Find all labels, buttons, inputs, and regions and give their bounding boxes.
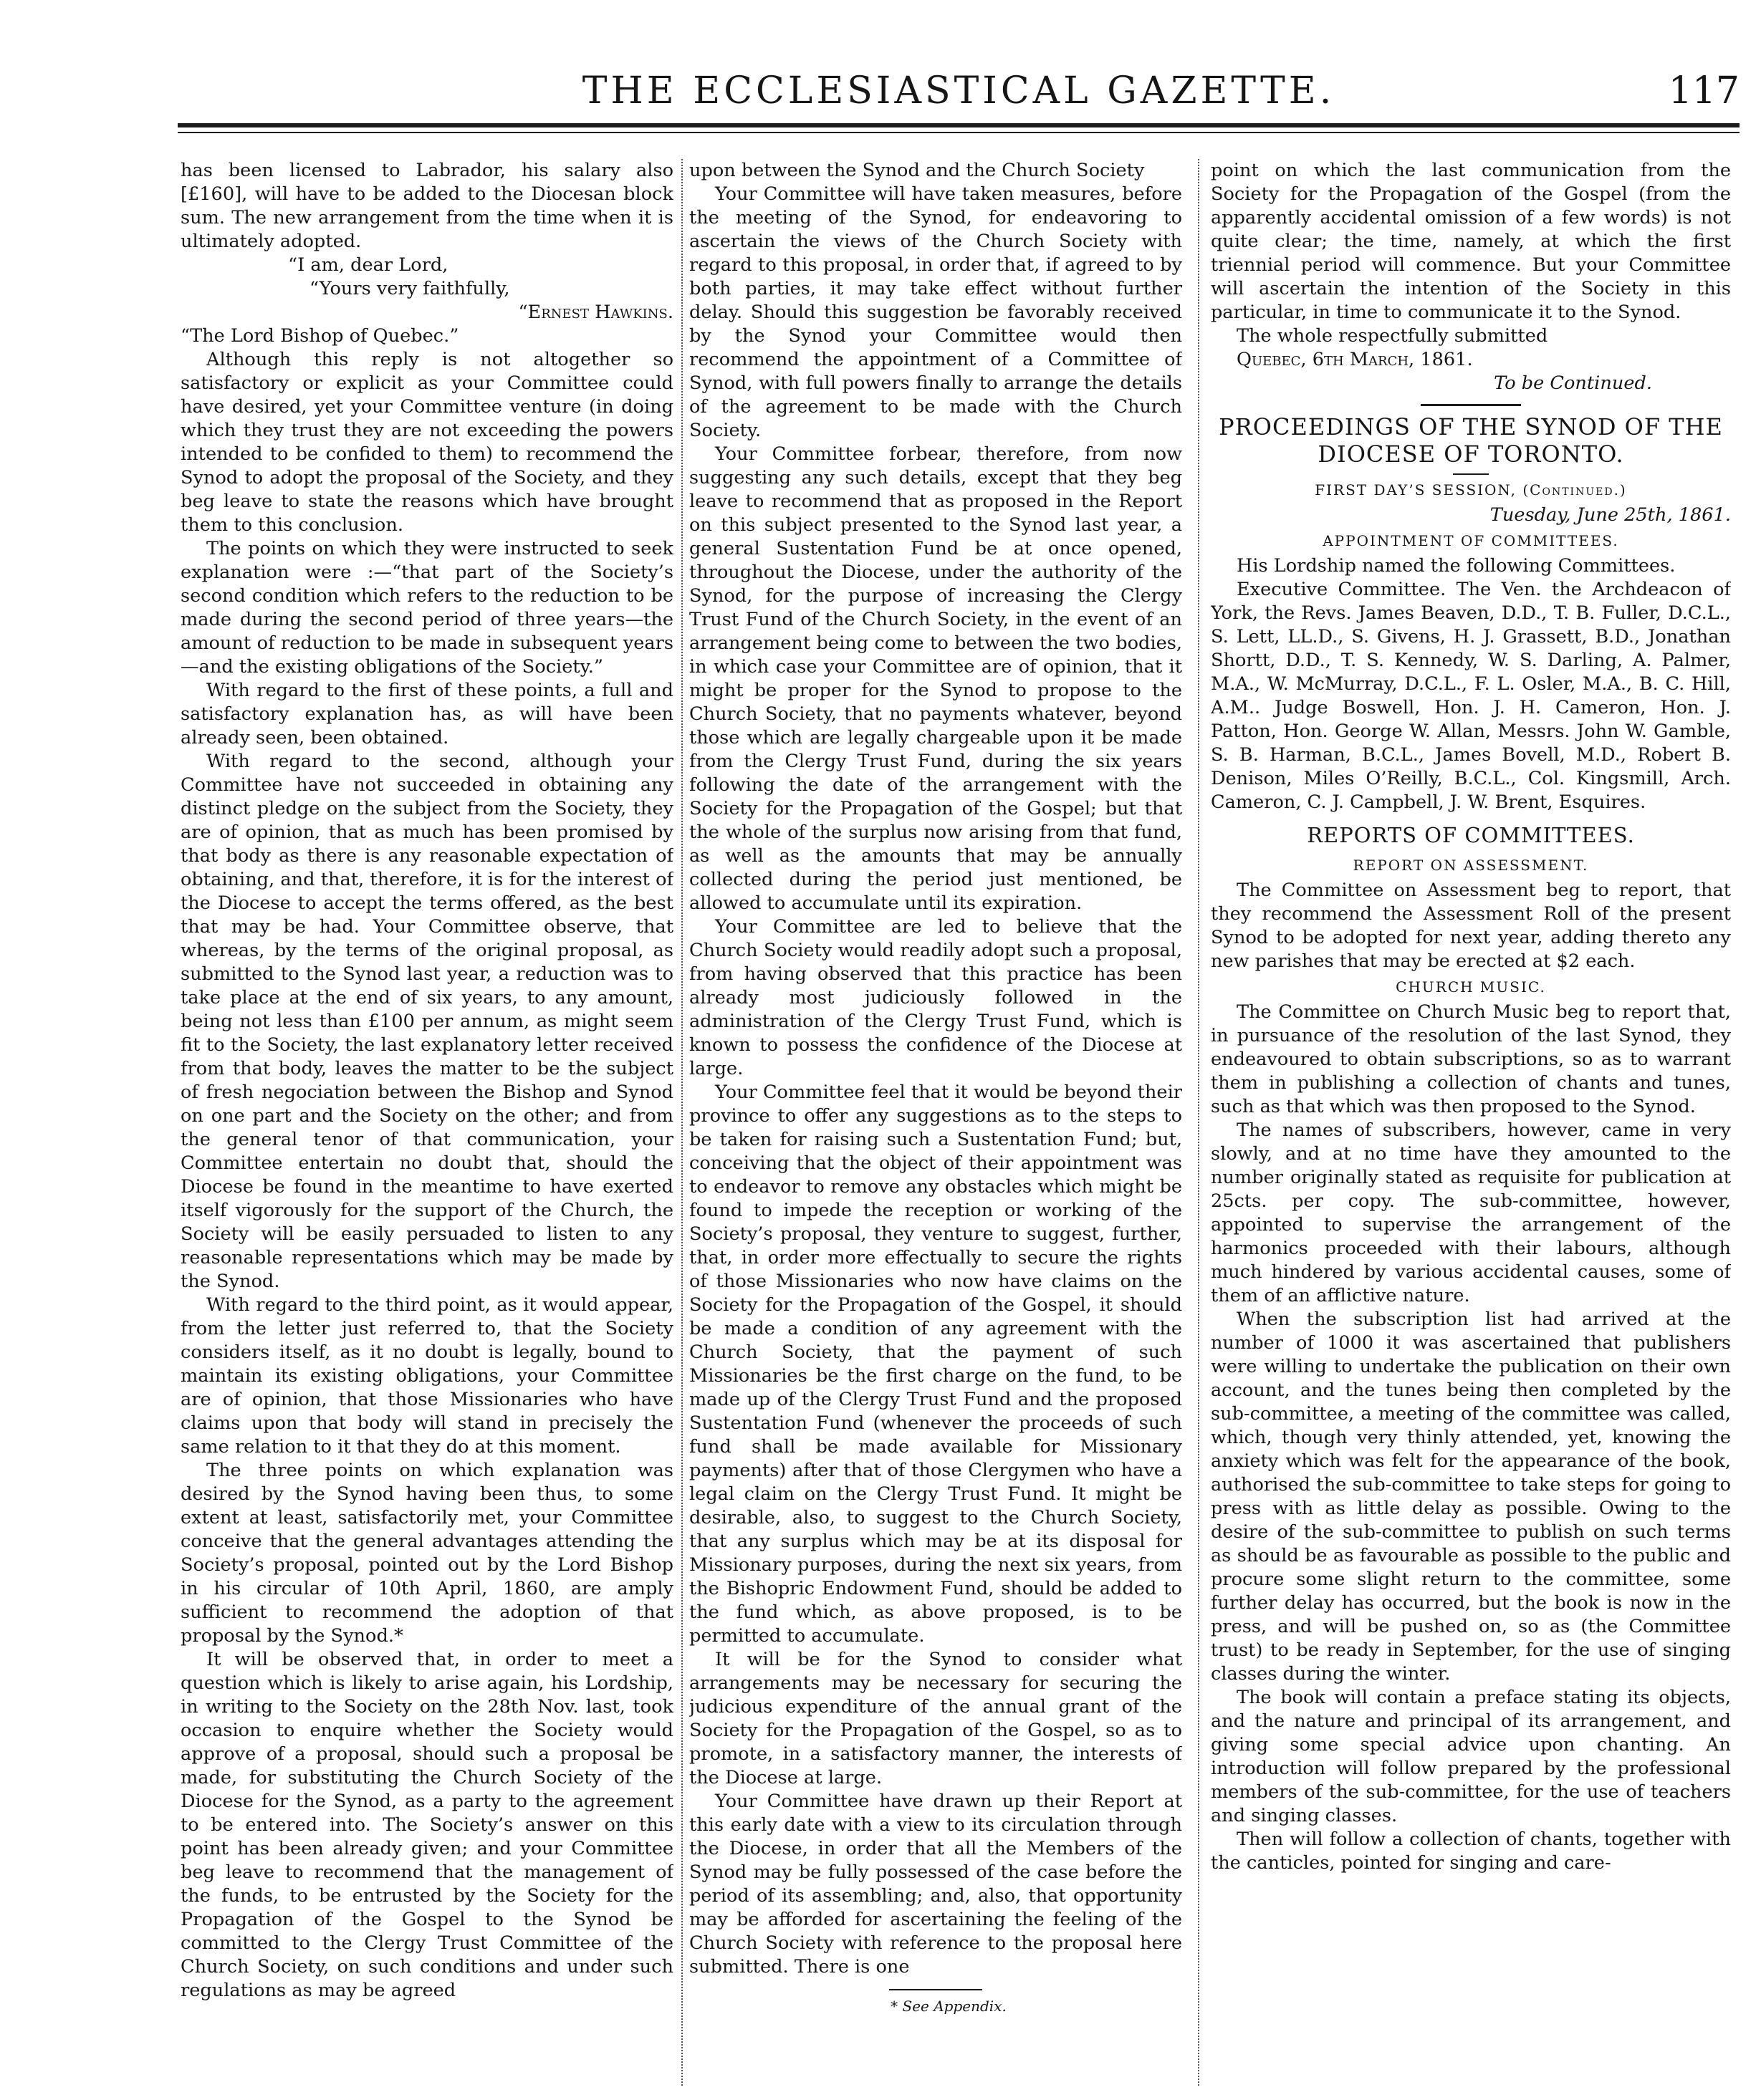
letter-addressee: “The Lord Bishop of Quebec.” [181,325,459,347]
paragraph: Your Committee have drawn up their Report at this early date with a view to its circulation through the Diocese, in order that all the Members of the Synod may be fully possessed of the case before the period of its assembling; and, also, that opportunity may be afforded for ascertaining the feeling of the Church Society with reference to the proposal here submitted. There is one [689,1791,1182,1978]
letter-signature: “Ernest Hawkins. [518,302,673,323]
column-2 [689,159,1182,2086]
paragraph: has been licensed to Labrador, his salary also [£160], will have to be added to the Diocesan block sum. The new arrangement from the time when it is ultimately adopted. [181,160,673,252]
paragraph: His Lordship named the following Committees. [1237,555,1676,577]
paragraph: With regard to the second, although your Committee have not succeeded in obtaining any distinct pledge on the subject from the Society, they are of opinion, that as much has been promised by that body as there is any reasonable expectation of obtaining, and that, therefore, it is for the interest of the Diocese to accept the terms offered, as the best that may be had. Your Committee observe, that whereas, by the terms of the original proposal, as submitted to the Synod last year, a reduction was to take place at the end of six years, to any amount, being not less than £100 per annum, as might seem fit to the Society, the last explanatory letter received from that body, leaves the matter to be the subject of fresh negociation between the Bishop and Synod on one part and the Society on the other; and from the general tenor of that communication, your Committee entertain no doubt that, should the Diocese be found in the meantime to have exerted itself vigorously for the support of the Church, the Society will be easily persuaded to listen to any reasonable representations which may be made by the Synod. [181,751,673,1292]
section-rule [1421,404,1521,406]
footnote: * See Appendix. [891,1998,1007,2015]
paragraph: Then will follow a collection of chants, together with the canticles, pointed for singing and care- [1211,1829,1731,1874]
column-1 [181,159,673,2086]
dateline: Quebec, 6th March, 1861. [1237,349,1473,370]
paragraph: When the subscription list had arrived at the number of 1000 it was ascertained that publishers were willing to undertake the publication on their own account, and the tunes being then completed by the sub-committee, a meeting of the committee was called, which, though very thinly attended, yet, knowing the anxiety which was felt for the appearance of the book, authorised the sub-committee to take steps for going to press with as little delay as possible. Owing to the desire of the sub-committee to publish on such terms as should be as favourable as possible to the public and procure some slight return to the committee, some further delay has occurred, but the book is now in the press, and will be pushed on, so as (the Committee trust) to be ready in September, for the use of singing classes during the winter. [1211,1309,1731,1685]
letter-closing: “Yours very faithfully, [310,278,510,299]
paragraph: The Committee on Church Music beg to report that, in pursuance of the resolution of the last Synod, they endeavoured to obtain subscriptions, so as to warrant them in publishing a collection of chants and tunes, such as that which was then proposed to the Synod. [1211,1001,1731,1117]
footnote-rule [889,1989,982,1990]
paragraph: The names of subscribers, however, came in very slowly, and at no time have they amounted to the number originally stated as requisite for publication at 25cts. per copy. The sub-committee, however, appointed to supervise the arrangement of the harmonics proceeded with their labours, although much hindered by various accidental causes, some of them of an afflictive nature. [1211,1119,1731,1306]
masthead [178,66,1740,116]
subsection-heading: REPORT ON ASSESSMENT. [1353,857,1589,874]
column-separator [1198,159,1199,2086]
paragraph: upon between the Synod and the Church Society [689,160,1145,181]
section-heading: REPORTS OF COMMITTEES. [1307,823,1635,847]
paragraph: Although this reply is not altogether so satisfactory or explicit as your Committee could have desired, yet your Committee venture (in doing which they trust they are not exceeding the powers intended to be confided to them) to recommend the Synod to adopt the proposal of the Society, and they beg leave to state the reasons which have brought them to this conclusion. [181,349,673,536]
column-separator [681,159,683,2086]
page-number: 117 [1668,69,1740,112]
letter-closing: “I am, dear Lord, [288,254,448,276]
paragraph: point on which the last communication from the Society for the Propagation of the Gospel (from the apparently accidental omission of a few words) is not quite clear; the time, namely, at which the first triennial period will commence. But your Committee will ascertain the intention of the Society in this particular, in time to communicate it to the Synod. [1211,160,1731,323]
section-heading: PROCEEDINGS OF THE SYNOD OF THE DIOCESE OF TORONTO. [1219,413,1723,468]
paragraph: The points on which they were instructed to seek explanation were :—“that part of the Society’s second condition which refers to the reduction to be made during the second period of three years—the amount of reduction to be made in subsequent years—and the existing obligations of the Society.” [181,538,673,678]
paragraph: The book will contain a preface stating its objects, and the nature and principal of its arrangement, and giving some special advice upon chanting. An introduction will follow prepared by the professional members of the sub-committee, for the use of teachers and singing classes. [1211,1687,1731,1826]
paragraph: Your Committee will have taken measures, before the meeting of the Synod, for endeavoring to ascertain the views of the Church Society with regard to this proposal, in order that, if agreed to by both parties, it may take effect without further delay. Should this suggestion be favorably received by the Synod your Committee would then recommend the appointment of a Committee of Synod, with full powers finally to arrange the details of the agreement to be made with the Church Society. [689,183,1182,441]
paragraph: It will be observed that, in order to meet a question which is likely to arise again, his Lordship, in writing to the Society on the 28th Nov. last, took occasion to enquire whether the Society would approve of a proposal, should such a proposal be made, for substituting the Church Society of the Diocese for the Synod, as a party to the agreement to be entered into. The Society’s answer on this point has been already given; and your Committee beg leave to recommend that the management of the funds, to be entrusted by the Society for the Propagation of the Gospel to the Synod be committed to the Clergy Trust Committee of the Church Society, on such conditions and under such regulations as may be agreed [181,1649,673,2001]
paragraph: With regard to the third point, as it would appear, from the letter just referred to, that the Society considers itself, as it no doubt is legally, bound to maintain its existing obligations, your Committee are of opinion, that those Missionaries who have claims upon that body will stand in precisely the same relation to it that they do at this moment. [181,1294,673,1458]
paragraph: Your Committee forbear, therefore, from now suggesting any such details, except that they beg leave to recommend that as proposed in the Report on this subject presented to the Synod last year, a general Sustentation Fund be at once opened, throughout the Diocese, under the authority of the Synod, for the purpose of increasing the Clergy Trust Fund of the Church Society, in the event of an arrangement being come to between the two bodies, in which case your Committee are of opinion, that it might be proper for the Synod to propose to the Church Society, that no payments whatever, beyond those which are legally chargeable upon it be made from the Clergy Trust Fund, during the six years following the date of the arrangement with the Society for the Propagation of the Gospel; but that the whole of the surplus now arising from that fund, as well as the amounts that may be annually collected during the period just mentioned, be allowed to accumulate until its expiration. [689,443,1182,914]
column-3 [1211,159,1731,2086]
paragraph: It will be for the Synod to consider what arrangements may be necessary for securing the judicious expenditure of the annual grant of the Society for the Propagation of the Gospel, so as to promote, in a satisfactory manner, the interests of the Diocese at large. [689,1649,1182,1788]
subsection-heading: APPOINTMENT OF COMMITTEES. [1323,532,1619,549]
section-rule [1453,473,1489,475]
header-rule-thick [178,123,1740,127]
paragraph: The three points on which explanation was desired by the Synod having been thus, to some extent at least, satisfactorily met, your Committee conceive that the general advantages attending the Society’s proposal, pointed out by the Lord Bishop in his circular of 10th April, 1860, are amply sufficient to recommend the adoption of that proposal by the Synod.* [181,1460,673,1647]
paragraph: With regard to the first of these points, a full and satisfactory explanation has, as will have been already seen, been obtained. [181,680,673,748]
paragraph: Your Committee are led to believe that the Church Society would readily adopt such a proposal, from having observed that this practice has been already most judiciously followed in the administration of the Clergy Trust Fund, which is known to possess the confidence of the Diocese at large. [689,916,1182,1079]
subsection-heading: CHURCH MUSIC. [1396,978,1546,996]
paragraph: The Committee on Assessment beg to report, that they recommend the Assessment Roll of the present Synod to be adopted for next year, adding thereto any new parishes that may be erected at $2 each. [1211,880,1731,972]
paragraph: Executive Committee. The Ven. the Archdeacon of York, the Revs. James Beaven, D.D., T. B. Fuller, D.C.L., S. Lett, LL.D., S. Givens, H. J. Grassett, B.D., Jonathan Shortt, D.D., T. S. Kennedy, W. S. Darling, A. Palmer, M.A., W. McMurray, D.C.L., F. L. Osler, M.A., B. C. Hill, A.M.. Judge Boswell, Hon. J. H. Cameron, Hon. J. Patton, Hon. George W. Allan, Messrs. John W. Gamble, S. B. Harman, B.C.L., James Bovell, M.D., Robert B. Denison, Miles O’Reilly, B.C.L., Col. Kingsmill, Arch. Cameron, C. J. Campbell, J. W. Brent, Esquires. [1211,579,1731,813]
session-heading: FIRST DAY’S SESSION, (Continued.) [1315,481,1627,498]
paragraph: The whole respectfully submitted [1237,325,1548,347]
header-rule-thin [178,132,1740,133]
paragraph: Your Committee feel that it would be beyond their province to offer any suggestions as to the steps to be taken for raising such a Sustentation Fund; but, conceiving that the object of their appointment was to endeavor to remove any obstacles which might be found to impede the reception or working of the Society’s proposal, they venture to suggest, further, that, in order more effectually to secure the rights of those Missionaries who now have claims on the Society for the Propagation of the Gospel, it should be made a condition of any agreement with the Church Society, that the payment of such Missionaries be the first charge on the fund, to be made up of the Clergy Trust Fund and the proposed Sustentation Fund (whenever the proceeds of such fund shall be made available for Missionary payments) after that of those Clergymen who have a legal claim on the Clergy Trust Fund. It might be desirable, also, to suggest to the Church Society, that any surplus which may be at its disposal for Missionary purposes, during the next six years, from the Bishopric Endowment Fund, should be added to the fund which, as above proposed, is to be permitted to accumulate. [689,1082,1182,1647]
session-date: Tuesday, June 25th, 1861. [1489,504,1731,526]
continued-note: To be Continued. [1494,372,1652,394]
publication-title: THE ECCLESIASTICAL GAZETTE. [582,69,1335,112]
